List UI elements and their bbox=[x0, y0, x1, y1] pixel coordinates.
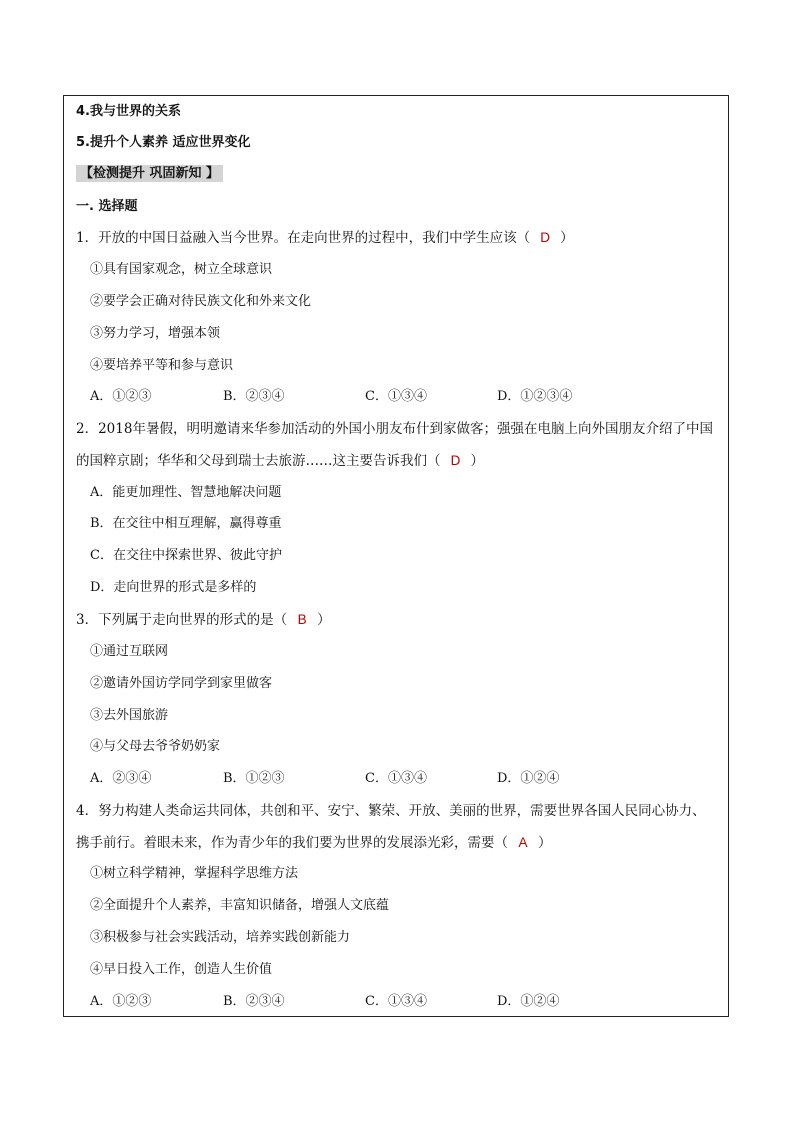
question-1-stem-text: 1．开放的中国日益融入当今世界。在走向世界的过程中，我们中学生应该（ bbox=[76, 230, 531, 246]
question-4-close: ） bbox=[538, 835, 552, 851]
choice-c: C．①③④ bbox=[365, 771, 427, 786]
choice-b: B．②③④ bbox=[223, 994, 285, 1009]
check-label bbox=[76, 166, 223, 182]
question-1-stem bbox=[76, 230, 574, 246]
question-2-stem-line-1: 2．2018年暑假，明明邀请来华参加活动的外国小朋友布什到家做客；强强在电脑上向外国朋友介绍了中国 bbox=[76, 421, 713, 437]
part-title: 一. 选择题 bbox=[76, 199, 138, 214]
question-2-option: A．能更加理性、智慧地解决问题 bbox=[90, 485, 282, 500]
question-4-stem-line-1: 4．努力构建人类命运共同体，共创和平、安宁、繁荣、开放、美丽的世界，需要世界各国人民同心协力、 bbox=[76, 803, 706, 819]
question-1-item: ④要培养平等和参与意识 bbox=[90, 358, 234, 373]
choice-d: D．①②③④ bbox=[497, 389, 573, 404]
question-4-item: ③积极参与社会实践活动，培养实践创新能力 bbox=[90, 930, 351, 945]
choice-a: A．①②③ bbox=[90, 389, 152, 404]
question-1-item: ②要学会正确对待民族文化和外来文化 bbox=[90, 294, 312, 309]
question-3-stem bbox=[76, 612, 331, 628]
question-4-item: ④早日投入工作，创造人生价值 bbox=[90, 962, 273, 977]
choice-c: C．①③④ bbox=[365, 994, 427, 1009]
check-label-text: 【检测提升 巩固新知 】 bbox=[76, 165, 223, 182]
heading-section-4: 4.我与世界的关系 bbox=[76, 104, 181, 119]
question-4-item: ②全面提升个人素养，丰富知识储备，增强人文底蕴 bbox=[90, 898, 390, 913]
question-3-answer: B bbox=[297, 612, 307, 627]
heading-section-5: 5.提升个人素养 适应世界变化 bbox=[76, 135, 251, 150]
question-2-option: C．在交往中探索世界、彼此守护 bbox=[90, 548, 282, 563]
choice-b: B．②③④ bbox=[223, 389, 285, 404]
question-2-option: B．在交往中相互理解，赢得尊重 bbox=[90, 516, 282, 531]
choice-c: C．①③④ bbox=[365, 389, 427, 404]
question-3-close: ） bbox=[317, 612, 331, 628]
choice-d: D．①②④ bbox=[497, 994, 560, 1009]
question-2-stem-line-2 bbox=[76, 453, 484, 469]
choice-b: B．①②③ bbox=[223, 771, 285, 786]
question-4-stem-text: 携手前行。着眼未来，作为青少年的我们要为世界的发展添光彩，需要（ bbox=[76, 835, 508, 851]
question-3-item: ①通过互联网 bbox=[90, 644, 169, 659]
question-4-item: ①树立科学精神，掌握科学思维方法 bbox=[90, 866, 299, 881]
question-2-option: D．走向世界的形式是多样的 bbox=[90, 580, 257, 595]
question-3-stem-text: 3．下列属于走向世界的形式的是（ bbox=[76, 612, 288, 628]
question-1-item: ③努力学习，增强本领 bbox=[90, 326, 221, 341]
choice-a: A．②③④ bbox=[90, 771, 152, 786]
question-2-answer: D bbox=[450, 453, 461, 468]
question-2-stem-text: 的国粹京剧；华华和父母到瑞士去旅游……这主要告诉我们（ bbox=[76, 453, 441, 469]
question-1-answer: D bbox=[540, 230, 550, 245]
choice-a: A．①②③ bbox=[90, 994, 152, 1009]
choice-d: D．①②④ bbox=[497, 771, 560, 786]
question-1-item: ①具有国家观念，树立全球意识 bbox=[90, 262, 273, 277]
question-1-close: ） bbox=[560, 230, 574, 246]
question-3-item: ④与父母去爷爷奶奶家 bbox=[90, 739, 221, 754]
question-3-item: ②邀请外国访学同学到家里做客 bbox=[90, 676, 273, 691]
question-4-answer: A bbox=[518, 835, 528, 850]
question-4-stem-line-2 bbox=[76, 835, 552, 851]
question-3-item: ③去外国旅游 bbox=[90, 708, 169, 723]
question-2-close: ） bbox=[470, 453, 484, 469]
